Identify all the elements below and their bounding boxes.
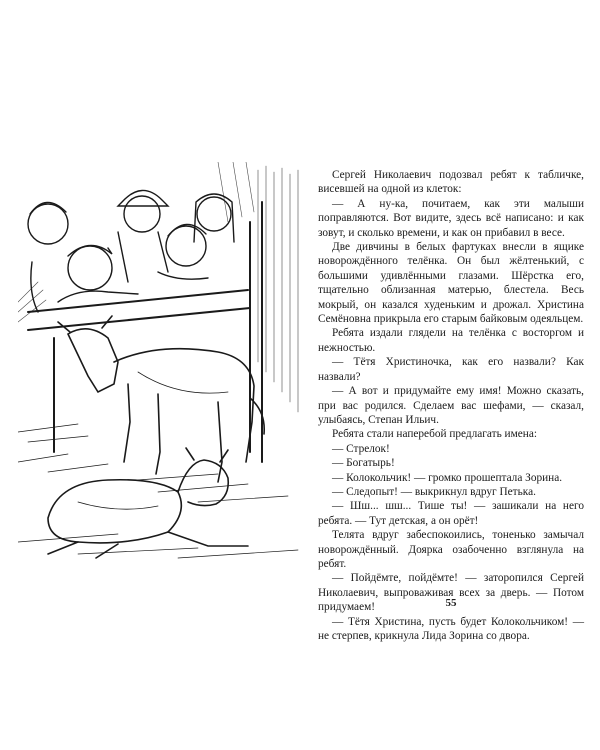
paragraph: — Шш... шш... Тише ты! — зашикали на него ребята. — Тут детская, а он орёт! xyxy=(318,500,584,527)
paragraph: Ребята издали глядели на телёнка с восторгом и нежностью. xyxy=(318,327,584,354)
illustration-children-and-calves xyxy=(18,162,302,562)
paragraph: — Следопыт! — выкрикнул вдруг Петька. xyxy=(332,485,536,498)
paragraph: Ребята стали наперебой предлагать имена: xyxy=(332,428,537,441)
paragraph: — Пойдёмте, пойдёмте! — заторопился Сергей Николаевич, выпроваживая всех за дверь. — Потом придумаем! xyxy=(318,572,584,614)
fence-rails xyxy=(28,202,262,462)
paragraph: Телята вдруг забеспокоились, тоненько замычал новорождённый. Доярка озабоченно взглянула на ребят. xyxy=(318,529,584,570)
paragraph: Две дивчины в белых фартуках внесли в ящике новорождённого телёнка. Он был жёлтенький, с большими удивлёнными глазами. Шёрстка его, тщательно облизанная матерью, блестела. Весь мокрый, он казался худеньким и дрожал. Христина Семёновна прикрыла его старым байковым одеяльцем. xyxy=(318,241,584,326)
page-number: 55 xyxy=(445,597,457,609)
barn-wall-hatching xyxy=(18,162,298,412)
paragraph: — Стрелок! xyxy=(332,442,390,455)
paragraph: — Богатырь! xyxy=(332,457,395,470)
lying-calf xyxy=(48,448,248,558)
paragraph: — Тётя Христина, пусть будет Колокольчиком! — не стерпев, крикнула Лида Зорина со двора. xyxy=(318,615,584,642)
paragraph: — Тётя Христиночка, как его назвали? Как назвали? xyxy=(318,356,584,383)
paragraph: Сергей Николаевич подозвал ребят к табличке, висевшей на одной из клеток: xyxy=(318,169,584,196)
story-text xyxy=(318,168,584,643)
paragraph: — Колокольчик! — громко прошептала Зорина. xyxy=(332,471,563,484)
standing-calf xyxy=(58,316,264,482)
paragraph: — А вот и придумайте ему имя! Можно сказать, при вас родился. Сделаем вас шефами, — сказал, улыбаясь, Степан Ильич. xyxy=(318,385,584,426)
paragraph: — А ну-ка, почитаем, как эти малыши поправляются. Вот видите, здесь всё написано: и как зовут, и сколько времени, и как он прибавил в весе. xyxy=(318,197,584,239)
